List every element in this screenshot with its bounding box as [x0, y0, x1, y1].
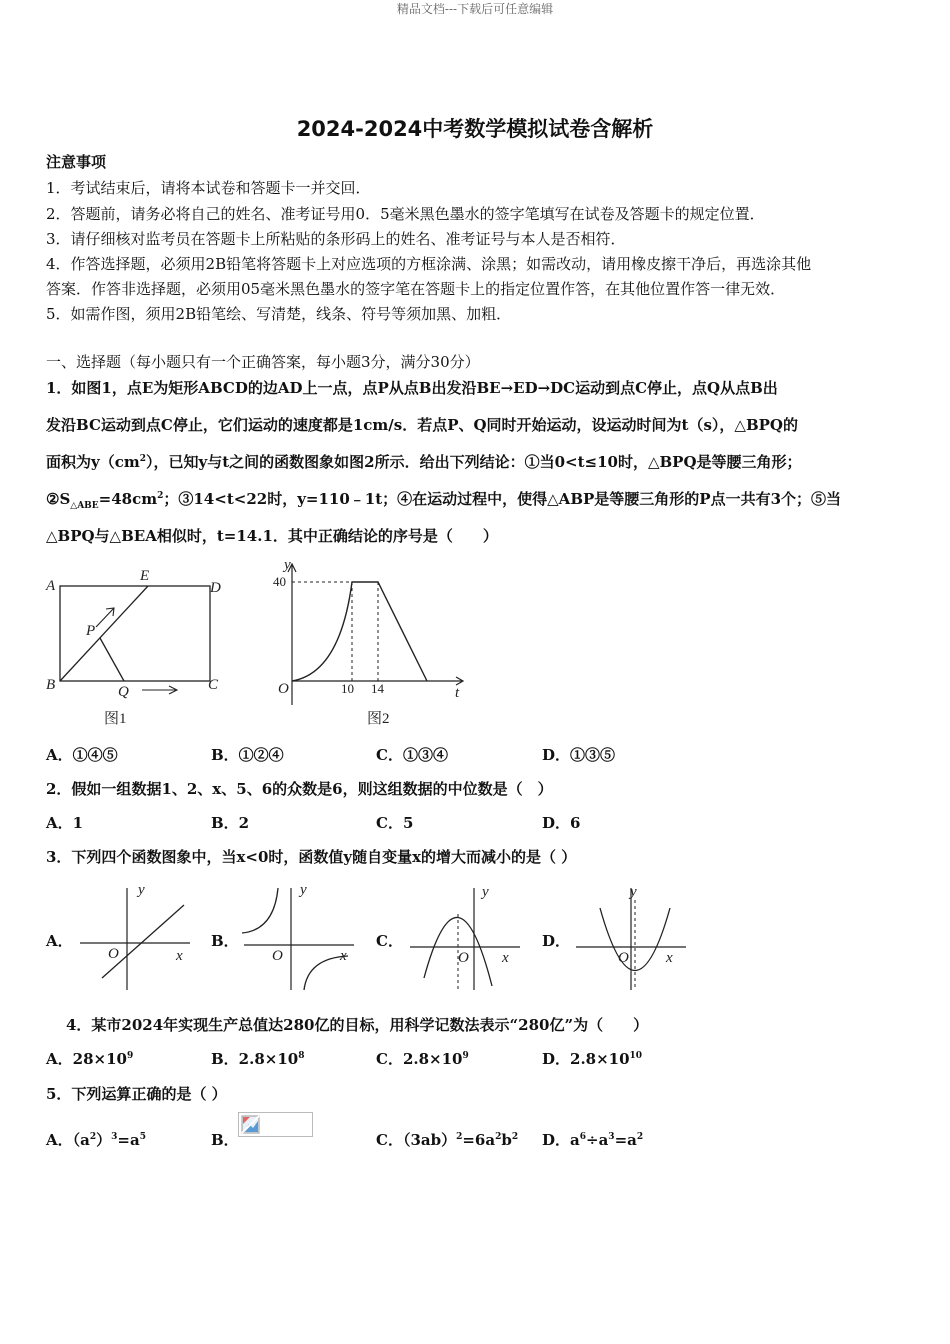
q3-graph-b [236, 878, 361, 998]
svg-text:O: O [272, 948, 283, 964]
q5-option-b: B． [211, 1131, 239, 1149]
page-header: 精品文档---下载后可任意编辑 [396, 2, 554, 16]
svg-text:y: y [630, 884, 637, 900]
q5-stem: 5．下列运算正确的是（ ） [46, 1085, 227, 1103]
svg-text:y: y [138, 882, 145, 898]
svg-text:y: y [482, 884, 489, 900]
notice-item: 3．请仔细核对监考员在答题卡上所粘贴的条形码上的姓名、准考证号与本人是否相符． [46, 230, 626, 248]
q5-option-c: C．$(3ab)^2=6a^2b^2$ [376, 1131, 519, 1149]
q5-option-a: A．$(a^2)^3=a^5$ [46, 1131, 146, 1149]
q4-option-a: A．$28\times 10^9$ [46, 1050, 134, 1068]
svg-text:x: x [176, 948, 183, 964]
q4-option-d: D．$2.8\times 10^{10}$ [542, 1050, 643, 1068]
q1-figure2 [262, 555, 472, 730]
q3-option-c: C． [376, 932, 403, 950]
q1-option-d: D．①③⑤ [542, 746, 616, 764]
label-d: D [210, 580, 221, 596]
svg-text:y: y [300, 882, 307, 898]
q1-option-b: B．①②④ [211, 746, 284, 764]
svg-text:O: O [618, 950, 629, 966]
q1-option-a: A．①④⑤ [46, 746, 118, 764]
q1-line: △BPQ与△BEA相似时，t=14.1．其中正确结论的序号是（ ） [46, 527, 498, 545]
broken-image-icon [241, 1115, 261, 1135]
q2-option-b: B．2 [211, 814, 250, 832]
svg-text:x: x [340, 948, 347, 964]
notice-item: 4．作答选择题，必须用2B铅笔将答题卡上对应选项的方框涂满、涂黑；如需改动，请用橡皮擦干净后，再选涂其他 [46, 255, 812, 273]
broken-image-placeholder [238, 1112, 313, 1137]
svg-text:O: O [458, 950, 469, 966]
svg-text:x: x [502, 950, 509, 966]
function-curve [292, 582, 427, 681]
q4-stem: 4．某市2024年实现生产总值达280亿的目标，用科学记数法表示“280亿”为（ ） [66, 1016, 649, 1034]
q1-figure1 [40, 560, 230, 730]
svg-text:x: x [666, 950, 673, 966]
q4-option-c: C．$2.8\times 10^9$ [376, 1050, 469, 1068]
notice-item: 1．考试结束后，请将本试卷和答题卡一并交回． [46, 179, 371, 197]
figure2-caption: 图2 [367, 711, 390, 727]
label-q: Q [118, 684, 129, 700]
ytick-40: 40 [273, 574, 286, 589]
q3-graph-c [402, 878, 527, 998]
q1-line: $②S_{\triangle ABE}=48cm^2$；③14<t<22时，y=110﹣1t；④在运动过程中，使得△ABP是等腰三角形的P点一共有3个；⑤当 [46, 490, 842, 511]
q2-stem: 2．假如一组数据1、2、x、5、6的众数是6，则这组数据的中位数是（ ） [46, 780, 553, 798]
notice-item: 2．答题前，请务必将自己的姓名、准考证号用0．5毫米黑色墨水的签字笔填写在试卷及答题卡的规定位置． [46, 205, 765, 223]
origin-label: O [278, 681, 289, 697]
q3-option-b: B． [211, 932, 239, 950]
q3-option-a: A． [46, 932, 73, 950]
segment-pq [100, 638, 124, 681]
q3-stem: 3．下列四个函数图象中，当x<0时，函数值y随自变量x的增大而减小的是（ ） [46, 848, 577, 866]
xtick-10: 10 [341, 681, 354, 696]
arrow-p [96, 608, 114, 627]
label-a: A [46, 578, 56, 594]
label-b: B [46, 677, 56, 693]
axis-t-label: t [455, 685, 460, 701]
q1-option-c: C．①③④ [376, 746, 448, 764]
q1-line: 面积为$y(cm^2)$，已知y与t之间的函数图象如图2所示．给出下列结论：①当0<t≤10时，△BPQ是等腰三角形； [46, 453, 802, 471]
q3-graph-a [72, 878, 197, 998]
q5-option-d: D．$a^6\div a^3=a^2$ [542, 1131, 644, 1149]
label-e: E [140, 568, 150, 584]
svg-text:O: O [108, 946, 119, 962]
q1-line: 1．如图1，点E为矩形ABCD的边AD上一点，点P从点B出发沿BE→ED→DC运动到点C停止，点Q从点B出 [46, 379, 778, 397]
notice-item: 答案．作答非选择题，必须用05毫米黑色墨水的签字笔在答题卡上的指定位置作答，在其他位置作答一律无效． [46, 280, 786, 298]
axis-y-label: y [284, 557, 291, 573]
label-c: C [208, 677, 219, 693]
q3-graph-d [568, 878, 693, 998]
segment-be [60, 586, 148, 681]
section-heading: 一、选择题（每小题只有一个正确答案，每小题3分，满分30分） [46, 353, 480, 371]
q2-option-c: C．5 [376, 814, 414, 832]
q3-option-d: D． [542, 932, 571, 950]
label-p: P [86, 623, 96, 639]
figure1-caption: 图1 [104, 711, 127, 727]
page-title: 2024-2024中考数学模拟试卷含解析 [296, 117, 654, 141]
line-graph [102, 905, 184, 978]
xtick-14: 14 [371, 681, 384, 696]
hyperbola-branch-left [242, 888, 278, 933]
q1-line: 发沿BC运动到点C停止，它们运动的速度都是1cm/s．若点P、Q同时开始运动，设运动时间为t（s），△BPQ的 [46, 416, 798, 434]
q2-option-d: D．6 [542, 814, 581, 832]
notice-heading: 注意事项 [46, 153, 107, 171]
notice-item: 5．如需作图，须用2B铅笔绘、写清楚，线条、符号等须加黑、加粗． [46, 305, 512, 323]
q4-option-b: B．$2.8\times 10^8$ [211, 1050, 305, 1068]
q2-option-a: A．1 [46, 814, 84, 832]
